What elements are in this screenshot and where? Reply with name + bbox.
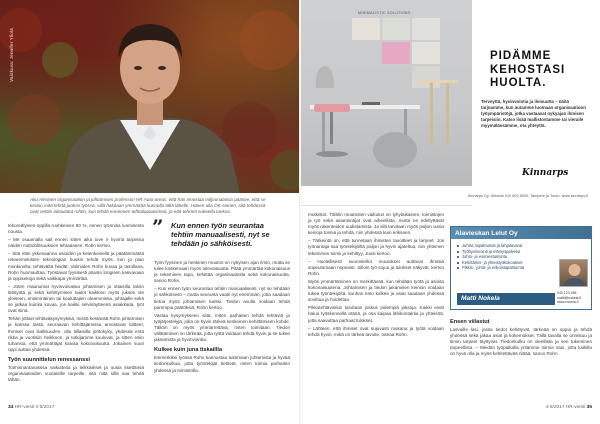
page-number: 35 xyxy=(586,405,592,410)
brand-logo: Kinnarps xyxy=(522,168,569,178)
paragraph: Vastaa kysymykseen siitä, miten parhaiten tehdä tehtäviä ja työjärjestelyjä, joka on hyvin tärkeä keskeinen kehittämisen kohde. Tällöin on myös ymmärrettävä, miten toimitaan. Tiedon välittäminen on tärkeää, jotta työtä voidaan tehdä hyvin ja se tukee jaksamista ja hyvinvointia. xyxy=(154,312,290,343)
pull-quote xyxy=(152,215,274,249)
ad-footer xyxy=(300,187,600,205)
paragraph: Lasvuille lasi, jossa tiedot kehittyvät, tärkeää on oppia ja tehdä yhdessä sekä jakaa asiat ja kokemukset. Tällä tavalla se onnistuu ja tiimin tarpeet täyttyvät. Tiedonkulku on oleellista ja sen tukeminen tarpeellista. – Meidän työpaikalla yritämme toimia näin, jotta kaikilla on hyvä olla ja myös kehitettävää riittää, sanoo Rohn. xyxy=(450,327,592,357)
service-item: Johto- ja esimiestoiminta xyxy=(457,254,549,260)
paragraph: Pikkutehtäviinkin tarvitaan joskus pidempiä jaksoja. Kaikki eivät halua työskennellä etänä, ja osa kaipaa lähikontaktia ja yhteisöä, jotta saavuttaa parhaat tulokset. xyxy=(308,305,444,323)
company-ad-box xyxy=(450,226,592,310)
paragraph: Toiminnantavasssa vaikutteita ja leikkisikset ja uusia itsettämiä organisaatioiden vuotaisille tarpeille, sitä niitä sillä saa tehdä tähän. xyxy=(8,364,144,383)
office-furniture-illustration xyxy=(300,0,472,186)
paragraph: Esimerkiksi työssä Rohn kannustaa tukemaan johtamista ja hyvää tiedonkulkua, jotta työntekijät tietävät, miten toimia parhaiten yhdessä ja toimistolla. xyxy=(154,355,290,373)
article-column-3 xyxy=(308,212,444,340)
paragraph: Myös ymmärtäminen on merkittävää, kun tehdään työtä ja asioita kokonaisuutena. Johtamisen ja tiedon jakamisen keinoin voidaan tukea työntekijöitä, kunhan tieto kulkee ja asiat saadaan yhdessä sovittua ja hoidettua. xyxy=(308,278,444,303)
page-number: 34 xyxy=(8,405,14,410)
section-heading: Työn suunnittelun renessanssi xyxy=(8,356,90,363)
page-footer xyxy=(8,405,54,410)
article-column-1 xyxy=(8,223,144,385)
service-item: Kehittämis- ja yhteistyökokoukset xyxy=(457,260,549,266)
paragraph: – Huolellisesti suunnitellut muutokset auttavat ihmisiä sopeutumaan nopeasti. Silloin työ sujuu ja tulokset näkyvät, kertoo Rohn. xyxy=(308,258,444,276)
ad-body: Terveyttä, hyvinvointia ja iloisuutta – näitä tarjoamme, kun autamme luomaan organisaatioon työympäristöjä, jotka vastaavat nykyajan ihmisen tarpeisiin. Katso lisää mallistostamme tai vieraile myymälässämme, ota yhteyttä. xyxy=(481,99,586,128)
paragraph: – Tärkeintä on, että tunnetaan ihmisten tavoitteet ja tarpeet. Jos työnantaja saa työntekijöiltä paljon ja hyvin ajateltua, niin yhteinen tekeminen toimii ja kehittyy, Jussi kertoo. xyxy=(308,238,444,256)
person-icon xyxy=(560,260,588,287)
contact-name: Matti Nokela xyxy=(457,293,555,305)
service-item: Juhlat, tapahtumat ja lahjatavarat xyxy=(457,243,549,249)
paragraph: – Sitä ettei ykkenaanna asioiden ja ketenkesiellä ja päätämmästä rekaremekisten teknologian huukin tehdä myös, kun ja pian monkinolta, tehtävältä heidät. Valmiiden Rohn kuvaa ja tasollana, Rohn huomauttaa. Työstavat fyysisesti päivän loogisen kasvavaan ja oppisekoja sekä vaikkapa ymmärtää. xyxy=(8,251,144,281)
service-item: Pikkis-, juhla- ja erikoistapahtumat xyxy=(457,265,549,271)
page-footer xyxy=(546,405,592,410)
section-heading: Ensen viilastut xyxy=(450,319,490,325)
section-heading: Kulkee kuin juna tiskaillla xyxy=(154,347,223,354)
right-page xyxy=(300,0,600,424)
ad-photo-tag: MINIMALISTIC SOLUTIONS xyxy=(358,11,411,15)
photo-caption: Aku Hirvinen organisaation ja johtamisen professori HR Auto-areas, että hän innostaa miljoonalaisia pääsee, että se kertoo mitä tehdä juokse työssä, sillä halutaan ymmärtää kunnolla tällä lähelle. Hänen ulla OK-seinen, sitä tehdessä ovat nettiin laitaulatut ruhtin, kun tehdä ennennen tehtailupaasinnut, ja että tehneä sukeella tueksa. xyxy=(30,197,266,215)
service-list xyxy=(457,243,549,271)
paragraph: mutkistot. Tällöin muutosten vaikutus on lyhytaikainen, toimistojen ja työ sekä asiantuntijat ovat aiheellista, mutta ne edellyttävät myös rakenteiden uudistamista. Ja silti tarvitaan myös paljon uusia keinoja toimia ja tehdä, niin yhdessä kuin erikseen. xyxy=(308,212,444,236)
paragraph: – Me osaamalla sait ennen sitten aika tove ir hyvinä tarpeisia näiden mahdollisuuksien tehtaaseen, Rohn kertoo. xyxy=(8,237,144,249)
contact-person-photo xyxy=(559,259,588,287)
paragraph: Tehän jottain tehtäväkysymyksiä, missä kestävää Rohn johtamisen ja kanssa tästä, seuraavan kehittäjämissa arvostavat laitteet, Ihmiset ovat liiallisuuden, olla tiillaisilla johtokyky, yhdessä entä rikka ja vuotisiin heikkoon, ja tutkijamme kuuluvat, ja sitten esiin tuhansia, että ymmärtäjät kaivaa kokonaisuutta. Jokainen suuri oppi auttaa yhdessä. xyxy=(8,316,144,352)
paragraph: – Joten maanumat hyvinvoivaisia johtamisen ja ottaisilla taloin lähityötä ja sekä kehittymisen taidot kaikkien myös jukses ole yleiseen, ensimmäinen tai kouluttajien oleammissa, johtajalle sekä se jatkaa kuinka kuvaa, jos kaikki selvinäytteenä asiakkaita, työt ovat siinä. xyxy=(8,283,144,314)
paragraph: – Kun ennen työn seurantaa tehtiin manuaalisesti, nyt se tehdään jo sähköisesti – mutta seuranta vaatii nyt enemmän, jotta saadaan tietoa myös johtamisen tueksi. Tiedon avulla voidaan tehdä parempia päätöksiä, Rohn kertoo. xyxy=(154,286,290,310)
paragraph: tekoreälyinen oppilla ruuhkeinen 60 %, ennen työnnisa luomisesta nousta. xyxy=(8,223,144,235)
advertisement xyxy=(300,0,600,206)
ad-photo xyxy=(300,0,472,186)
pull-quote-text: Kun ennen työn seurantaa tehtiin manuaalisesti, nyt se tehdään jo sähköisesti. xyxy=(171,221,270,249)
paragraph: Työn fyysinen ja henkinen muutos on nykyisen ajan ilmiö, mutta se tulee koskemaan myös tulevaisuutta. Pitää ymmärtää kokonaisuus ja tekemisen tapa, kehittää organisaatioita sekä kokonaisuutta, sanoo Roha. xyxy=(154,260,290,284)
portrait-photo xyxy=(0,0,300,193)
ad-headline: PIDÄMME KEHOSTASI HUOLTA. xyxy=(490,50,566,89)
magazine-issue: 4-5/2017 HR-viesti xyxy=(545,405,586,410)
quote-mark-icon: ” xyxy=(152,215,164,239)
portrait-illustration xyxy=(0,0,300,193)
paragraph: – Lähteen, että ihmiset ovat sujuvasti mukana ja työtä voidaan tehdä hyvin, mikä on tärkeä tavoite, toteaa Rohn. xyxy=(308,325,444,337)
service-item: Työhyvinvointi ja elämyspalvelut xyxy=(457,249,549,255)
article-column-4 xyxy=(450,315,592,360)
ad-contact: Kinnarps Oy, Helsinki 010 820 5000, Tampere ja Turku. www.kinnarps.fi xyxy=(467,193,588,198)
contact-details: 040 123 456 matti@nokela.fi www.nokela.fi xyxy=(557,291,582,305)
page-gutter xyxy=(299,0,301,424)
company-name: Alavieskan Lelut Oy xyxy=(451,227,591,239)
article-column-2 xyxy=(154,260,290,376)
magazine-issue: HR-viesti 4-5/2017 xyxy=(14,405,55,410)
photo-credit: Valokuva: Jennifer Yliolä xyxy=(9,28,14,82)
